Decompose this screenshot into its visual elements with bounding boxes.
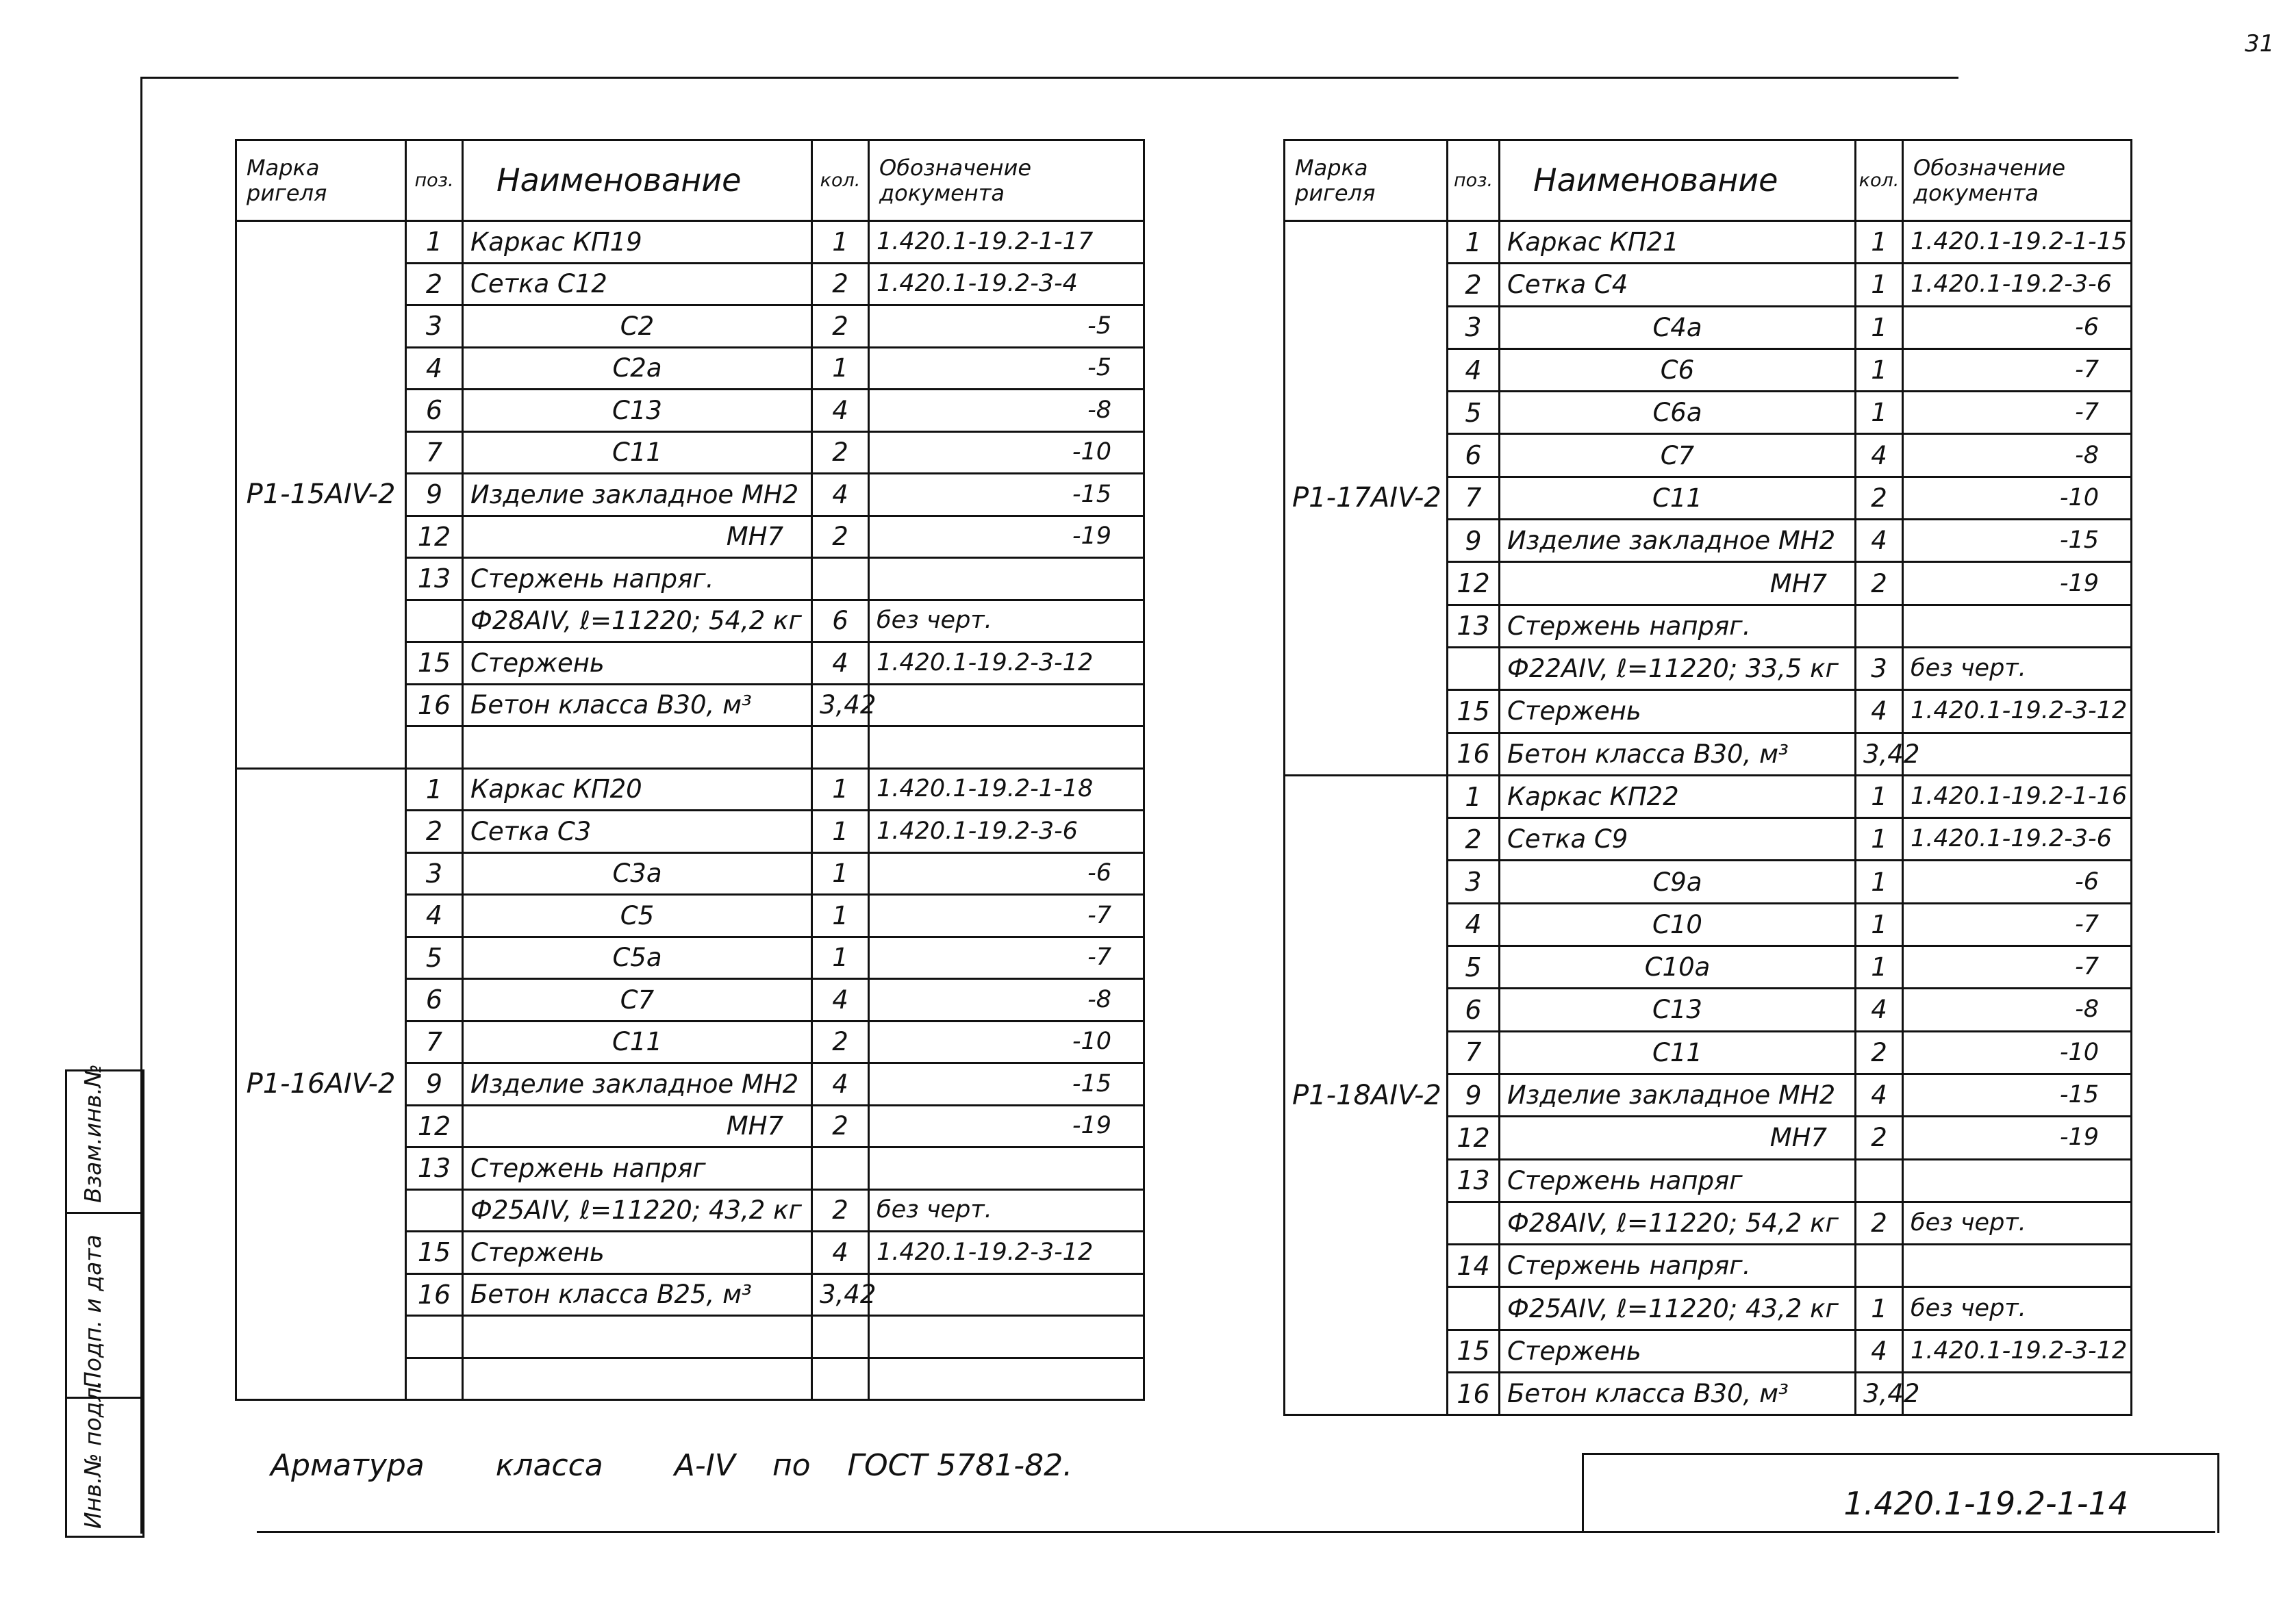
name-cell: Каркас КП21: [1500, 221, 1856, 264]
document-cell: -10: [869, 1021, 1144, 1063]
name-cell: С13: [1500, 989, 1856, 1031]
header-name: Наименование: [1500, 140, 1856, 221]
quantity-cell: 2: [812, 1189, 869, 1232]
position-cell: 16: [1448, 1373, 1500, 1415]
position-cell: 4: [1448, 903, 1500, 946]
quantity-cell: 1: [1856, 946, 1903, 989]
quantity-cell: [1856, 1245, 1903, 1287]
position-cell: 16: [406, 1273, 463, 1316]
header-name: Наименование: [463, 140, 812, 221]
name-cell: С10а: [1500, 946, 1856, 989]
position-cell: 1: [406, 221, 463, 264]
name-cell: С9а: [1500, 861, 1856, 903]
document-cell: -10: [1903, 1031, 2132, 1074]
name-cell: Ф22АIV, ℓ=11220; 33,5 кг: [1500, 647, 1856, 689]
position-cell: 6: [406, 390, 463, 432]
document-cell: -7: [1903, 903, 2132, 946]
rigel-mark: Р1-15АIV-2: [236, 221, 406, 769]
table-row: [236, 221, 1144, 264]
document-code: 1.420.1-19.2-1-14: [1843, 1485, 2128, 1522]
quantity-cell: 1: [812, 811, 869, 853]
table-row: [236, 768, 1144, 811]
quantity-cell: 1: [1856, 392, 1903, 434]
name-cell: Каркас КП22: [1500, 775, 1856, 817]
header-doc: Обозначение документа: [1903, 140, 2132, 221]
note-word: ГОСТ 5781-82.: [847, 1448, 1073, 1483]
position-cell: 13: [406, 558, 463, 600]
position-cell: 5: [1448, 392, 1500, 434]
name-cell: [463, 1358, 812, 1400]
rigel-mark: Р1-16АIV-2: [236, 768, 406, 1400]
document-cell: [1903, 605, 2132, 647]
quantity-cell: 1: [1856, 264, 1903, 306]
header-pos: поз.: [406, 140, 463, 221]
position-cell: 13: [1448, 1159, 1500, 1202]
quantity-cell: 2: [812, 431, 869, 474]
quantity-cell: 1: [1856, 221, 1903, 264]
name-cell: Бетон класса В30, м³: [1500, 1373, 1856, 1415]
position-cell: [406, 1316, 463, 1358]
position-cell: [1448, 1202, 1500, 1244]
quantity-cell: 4: [1856, 434, 1903, 477]
name-cell: Стержень напряг: [1500, 1159, 1856, 1202]
header-mark: Марка ригеля: [1285, 140, 1448, 221]
position-cell: [406, 726, 463, 769]
position-cell: 3: [1448, 861, 1500, 903]
name-cell: Стержень: [1500, 1330, 1856, 1372]
name-cell: Ф28АIV, ℓ=11220; 54,2 кг: [463, 600, 812, 642]
quantity-cell: 1: [1856, 818, 1903, 861]
name-cell: МН7: [463, 516, 812, 558]
position-cell: 2: [1448, 264, 1500, 306]
name-cell: МН7: [463, 1105, 812, 1147]
document-cell: -8: [1903, 434, 2132, 477]
quantity-cell: 4: [812, 979, 869, 1022]
document-cell: [869, 1316, 1144, 1358]
document-cell: [869, 1358, 1144, 1400]
rigel-mark: Р1-17АIV-2: [1285, 221, 1448, 776]
document-cell: -15: [869, 1063, 1144, 1106]
position-cell: 2: [406, 263, 463, 305]
document-cell: без черт.: [1903, 647, 2132, 689]
name-cell: Каркас КП20: [463, 768, 812, 811]
position-cell: [406, 1358, 463, 1400]
position-cell: 3: [406, 852, 463, 895]
document-cell: без черт.: [869, 600, 1144, 642]
position-cell: 7: [1448, 1031, 1500, 1074]
position-cell: 6: [1448, 434, 1500, 477]
name-cell: С4а: [1500, 306, 1856, 348]
position-cell: [1448, 1287, 1500, 1330]
name-cell: С5а: [463, 937, 812, 979]
quantity-cell: 4: [1856, 1330, 1903, 1372]
name-cell: Сетка С4: [1500, 264, 1856, 306]
name-cell: МН7: [1500, 1117, 1856, 1159]
quantity-cell: 4: [1856, 520, 1903, 562]
position-cell: 12: [406, 516, 463, 558]
quantity-cell: 4: [1856, 690, 1903, 733]
document-cell: -19: [1903, 562, 2132, 605]
quantity-cell: 2: [1856, 562, 1903, 605]
quantity-cell: 1: [812, 852, 869, 895]
document-cell: 1.420.1-19.2-3-12: [1903, 690, 2132, 733]
name-cell: С5: [463, 895, 812, 937]
document-cell: -10: [869, 431, 1144, 474]
document-cell: -7: [1903, 348, 2132, 391]
quantity-cell: 1: [812, 895, 869, 937]
side-cell-podp: [67, 1212, 142, 1399]
quantity-cell: [812, 558, 869, 600]
position-cell: 16: [1448, 733, 1500, 775]
name-cell: С2: [463, 305, 812, 348]
rigel-mark: Р1-18АIV-2: [1285, 775, 1448, 1414]
document-cell: без черт.: [869, 1189, 1144, 1232]
document-cell: [869, 1273, 1144, 1316]
position-cell: 9: [406, 474, 463, 516]
position-cell: 12: [1448, 562, 1500, 605]
document-cell: без черт.: [1903, 1202, 2132, 1244]
document-cell: -7: [1903, 392, 2132, 434]
document-cell: 1.420.1-19.2-1-18: [869, 768, 1144, 811]
name-cell: Сетка С12: [463, 263, 812, 305]
name-cell: Стержень напряг: [463, 1147, 812, 1190]
position-cell: 15: [1448, 690, 1500, 733]
document-cell: 1.420.1-19.2-3-12: [1903, 1330, 2132, 1372]
name-cell: Бетон класса В30, м³: [1500, 733, 1856, 775]
table-header-row: [236, 140, 1144, 221]
position-cell: 15: [406, 1232, 463, 1274]
quantity-cell: 4: [812, 1063, 869, 1106]
name-cell: С11: [1500, 477, 1856, 519]
name-cell: Сетка С3: [463, 811, 812, 853]
header-doc: Обозначение документа: [869, 140, 1144, 221]
table-header-row: [1285, 140, 2132, 221]
quantity-cell: 3: [1856, 647, 1903, 689]
table-row: [1285, 221, 2132, 264]
name-cell: С7: [463, 979, 812, 1022]
quantity-cell: 1: [1856, 903, 1903, 946]
side-label-inv: Инв.№ подл.: [79, 1380, 106, 1529]
header-pos: поз.: [1448, 140, 1500, 221]
position-cell: 2: [1448, 818, 1500, 861]
header-qty: кол.: [1856, 140, 1903, 221]
document-cell: 1.420.1-19.2-3-6: [1903, 818, 2132, 861]
position-cell: 14: [1448, 1245, 1500, 1287]
document-cell: [869, 726, 1144, 769]
table-row: [1285, 775, 2132, 817]
quantity-cell: [812, 1316, 869, 1358]
document-cell: 1.420.1-19.2-1-17: [869, 221, 1144, 264]
note-word: Арматура: [270, 1448, 425, 1483]
document-cell: -6: [1903, 306, 2132, 348]
quantity-cell: 2: [1856, 1117, 1903, 1159]
position-cell: 16: [406, 684, 463, 726]
name-cell: С7: [1500, 434, 1856, 477]
name-cell: Каркас КП19: [463, 221, 812, 264]
name-cell: Бетон класса В25, м³: [463, 1273, 812, 1316]
title-block: [1582, 1453, 2219, 1533]
name-cell: [463, 1316, 812, 1358]
document-cell: 1.420.1-19.2-1-16: [1903, 775, 2132, 817]
document-cell: -19: [869, 516, 1144, 558]
name-cell: С3а: [463, 852, 812, 895]
document-cell: -19: [1903, 1117, 2132, 1159]
document-cell: -6: [1903, 861, 2132, 903]
position-cell: 9: [406, 1063, 463, 1106]
quantity-cell: 2: [812, 1105, 869, 1147]
side-label-podp: Подп. и дата: [79, 1234, 106, 1388]
quantity-cell: 1: [1856, 348, 1903, 391]
document-cell: -15: [1903, 1074, 2132, 1116]
name-cell: Стержень: [1500, 690, 1856, 733]
name-cell: Изделие закладное МН2: [1500, 520, 1856, 562]
position-cell: 7: [406, 431, 463, 474]
name-cell: Стержень напряг.: [1500, 605, 1856, 647]
document-cell: [869, 684, 1144, 726]
name-cell: С10: [1500, 903, 1856, 946]
document-cell: -7: [869, 895, 1144, 937]
document-cell: -8: [869, 390, 1144, 432]
document-cell: -15: [869, 474, 1144, 516]
position-cell: 4: [406, 347, 463, 390]
quantity-cell: 6: [812, 600, 869, 642]
quantity-cell: 1: [812, 937, 869, 979]
position-cell: 9: [1448, 1074, 1500, 1116]
document-cell: 1.420.1-19.2-3-6: [869, 811, 1144, 853]
name-cell: Стержень напряг.: [1500, 1245, 1856, 1287]
quantity-cell: [812, 726, 869, 769]
name-cell: Изделие закладное МН2: [1500, 1074, 1856, 1116]
position-cell: 1: [1448, 775, 1500, 817]
position-cell: 6: [406, 979, 463, 1022]
name-cell: С11: [1500, 1031, 1856, 1074]
position-cell: 12: [1448, 1117, 1500, 1159]
quantity-cell: 2: [812, 516, 869, 558]
quantity-cell: 4: [1856, 989, 1903, 1031]
quantity-cell: 2: [1856, 1031, 1903, 1074]
frame-top-line: [140, 77, 1958, 79]
quantity-cell: [812, 1358, 869, 1400]
name-cell: Ф25АIV, ℓ=11220; 43,2 кг: [1500, 1287, 1856, 1330]
page-number: 31: [2245, 30, 2275, 58]
position-cell: 7: [1448, 477, 1500, 519]
name-cell: Стержень напряг.: [463, 558, 812, 600]
name-cell: С6а: [1500, 392, 1856, 434]
position-cell: 5: [406, 937, 463, 979]
quantity-cell: 1: [1856, 306, 1903, 348]
quantity-cell: 2: [1856, 477, 1903, 519]
side-cell-inv: [67, 1380, 142, 1536]
quantity-cell: 1: [812, 768, 869, 811]
note-word: А-IV: [674, 1448, 735, 1483]
document-cell: [869, 1147, 1144, 1190]
quantity-cell: 1: [1856, 1287, 1903, 1330]
position-cell: 15: [1448, 1330, 1500, 1372]
document-cell: -19: [869, 1105, 1144, 1147]
name-cell: Ф25АIV, ℓ=11220; 43,2 кг: [463, 1189, 812, 1232]
name-cell: Ф28АIV, ℓ=11220; 54,2 кг: [1500, 1202, 1856, 1244]
name-cell: С11: [463, 1021, 812, 1063]
side-stamp: [65, 1063, 144, 1538]
document-cell: [1903, 1159, 2132, 1202]
document-cell: [869, 558, 1144, 600]
spec-table-right: [1283, 139, 2132, 1416]
reinforcement-note: [270, 1448, 1134, 1483]
position-cell: 2: [406, 811, 463, 853]
position-cell: 4: [1448, 348, 1500, 391]
quantity-cell: 2: [812, 1021, 869, 1063]
header-mark: Марка ригеля: [236, 140, 406, 221]
position-cell: 5: [1448, 946, 1500, 989]
quantity-cell: 2: [812, 263, 869, 305]
quantity-cell: 2: [812, 305, 869, 348]
position-cell: 6: [1448, 989, 1500, 1031]
document-cell: -6: [869, 852, 1144, 895]
position-cell: [1448, 647, 1500, 689]
position-cell: 12: [406, 1105, 463, 1147]
name-cell: Сетка С9: [1500, 818, 1856, 861]
name-cell: [463, 726, 812, 769]
position-cell: 1: [1448, 221, 1500, 264]
side-label-vzam: Взам.инв.№: [79, 1063, 106, 1203]
quantity-cell: 3,42: [1856, 733, 1903, 775]
position-cell: 13: [406, 1147, 463, 1190]
document-cell: 1.420.1-19.2-3-4: [869, 263, 1144, 305]
header-qty: кол.: [812, 140, 869, 221]
quantity-cell: 3,42: [1856, 1373, 1903, 1415]
document-cell: -8: [1903, 989, 2132, 1031]
document-cell: -15: [1903, 520, 2132, 562]
quantity-cell: 4: [812, 474, 869, 516]
name-cell: С13: [463, 390, 812, 432]
document-cell: без черт.: [1903, 1287, 2132, 1330]
document-cell: 1.420.1-19.2-3-6: [1903, 264, 2132, 306]
position-cell: [406, 1189, 463, 1232]
document-cell: -5: [869, 305, 1144, 348]
name-cell: С6: [1500, 348, 1856, 391]
quantity-cell: 1: [812, 221, 869, 264]
name-cell: МН7: [1500, 562, 1856, 605]
quantity-cell: 4: [812, 390, 869, 432]
quantity-cell: 4: [812, 1232, 869, 1274]
position-cell: 15: [406, 642, 463, 685]
name-cell: С11: [463, 431, 812, 474]
position-cell: 1: [406, 768, 463, 811]
position-cell: 13: [1448, 605, 1500, 647]
position-cell: 9: [1448, 520, 1500, 562]
document-cell: -7: [869, 937, 1144, 979]
quantity-cell: 2: [1856, 1202, 1903, 1244]
quantity-cell: 1: [1856, 775, 1903, 817]
quantity-cell: 3,42: [812, 1273, 869, 1316]
quantity-cell: 4: [812, 642, 869, 685]
quantity-cell: [812, 1147, 869, 1190]
document-cell: 1.420.1-19.2-3-12: [869, 1232, 1144, 1274]
name-cell: Изделие закладное МН2: [463, 474, 812, 516]
name-cell: Стержень: [463, 1232, 812, 1274]
spec-table-left: [235, 139, 1145, 1401]
quantity-cell: [1856, 1159, 1903, 1202]
document-cell: 1.420.1-19.2-3-12: [869, 642, 1144, 685]
quantity-cell: 1: [1856, 861, 1903, 903]
document-cell: 1.420.1-19.2-1-15: [1903, 221, 2132, 264]
side-cell-vzam: [67, 1063, 142, 1212]
position-cell: 3: [406, 305, 463, 348]
position-cell: 7: [406, 1021, 463, 1063]
document-cell: -7: [1903, 946, 2132, 989]
position-cell: 4: [406, 895, 463, 937]
document-cell: -10: [1903, 477, 2132, 519]
position-cell: 3: [1448, 306, 1500, 348]
name-cell: С2а: [463, 347, 812, 390]
note-word: класса: [495, 1448, 603, 1483]
document-cell: [1903, 733, 2132, 775]
quantity-cell: 1: [812, 347, 869, 390]
quantity-cell: 3,42: [812, 684, 869, 726]
quantity-cell: [1856, 605, 1903, 647]
quantity-cell: 4: [1856, 1074, 1903, 1116]
name-cell: Бетон класса В30, м³: [463, 684, 812, 726]
name-cell: Изделие закладное МН2: [463, 1063, 812, 1106]
document-cell: [1903, 1245, 2132, 1287]
document-cell: -8: [869, 979, 1144, 1022]
document-cell: [1903, 1373, 2132, 1415]
name-cell: Стержень: [463, 642, 812, 685]
position-cell: [406, 600, 463, 642]
document-cell: -5: [869, 347, 1144, 390]
note-word: по: [772, 1448, 811, 1483]
